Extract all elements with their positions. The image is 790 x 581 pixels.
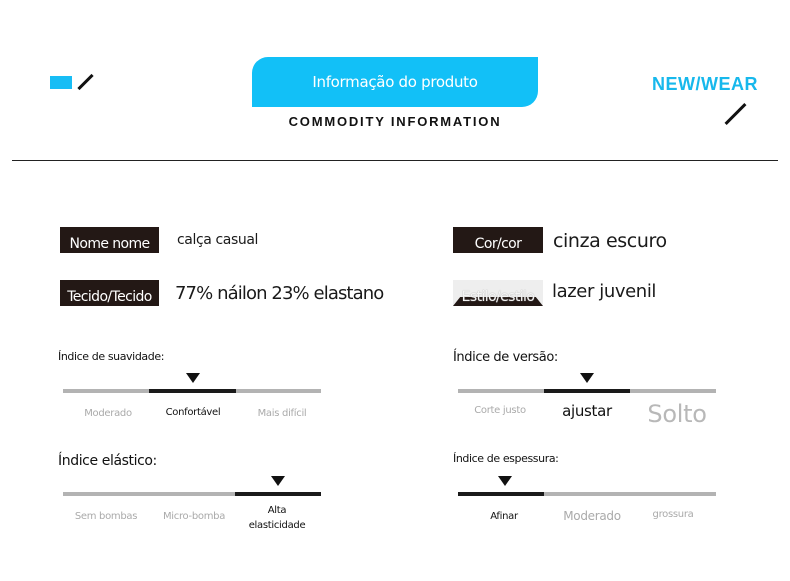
header-subtitle: COMMODITY INFORMATION xyxy=(288,114,502,129)
header-slash-mark xyxy=(77,74,93,90)
thickness-track-selected xyxy=(458,492,544,496)
softness-option: Mais difícil xyxy=(257,408,307,419)
name-value: calça casual xyxy=(177,232,259,248)
elasticity-option-selected: Alta elasticidade xyxy=(248,505,306,531)
brand-slash-mark xyxy=(725,103,747,125)
thickness-option: Moderado xyxy=(563,509,621,523)
header-accent-square xyxy=(50,76,72,89)
softness-option-selected: Confortável xyxy=(165,407,221,418)
elasticity-option: Micro-bomba xyxy=(162,511,226,522)
elasticity-track-selected xyxy=(235,492,321,496)
version-option: Solto xyxy=(647,400,707,428)
softness-track-selected xyxy=(149,389,236,393)
fabric-label: Tecido/Tecido xyxy=(60,280,159,306)
color-value: cinza escuro xyxy=(553,230,667,252)
version-scale-title: Índice de versão: xyxy=(453,350,558,365)
style-value: lazer juvenil xyxy=(552,281,657,302)
softness-marker-icon xyxy=(186,373,200,383)
softness-option: Moderado xyxy=(84,408,132,419)
elasticity-scale-title: Índice elástico: xyxy=(58,453,157,469)
name-label: Nome nome xyxy=(60,227,159,253)
elasticity-marker-icon xyxy=(271,476,285,486)
color-label: Cor/cor xyxy=(453,227,543,253)
header-title-pill xyxy=(252,57,538,107)
version-marker-icon xyxy=(580,373,594,383)
thickness-option: grossura xyxy=(652,509,694,520)
header-divider xyxy=(12,160,778,161)
brand-name: NEW/WEAR xyxy=(652,74,758,94)
header-title: Informação do produto xyxy=(312,73,478,91)
softness-scale-title: Índice de suavidade: xyxy=(58,350,165,363)
version-option-selected: ajustar xyxy=(562,402,612,420)
thickness-scale-title: Índice de espessura: xyxy=(453,452,559,465)
thickness-option-selected: Afinar xyxy=(490,511,518,522)
thickness-marker-icon xyxy=(498,476,512,486)
elasticity-option: Sem bombas xyxy=(74,511,138,522)
style-label: Estilo/estilo xyxy=(453,280,543,306)
version-track-selected xyxy=(544,389,630,393)
version-option: Corte justo xyxy=(474,405,526,416)
fabric-value: 77% náilon 23% elastano xyxy=(175,283,384,304)
